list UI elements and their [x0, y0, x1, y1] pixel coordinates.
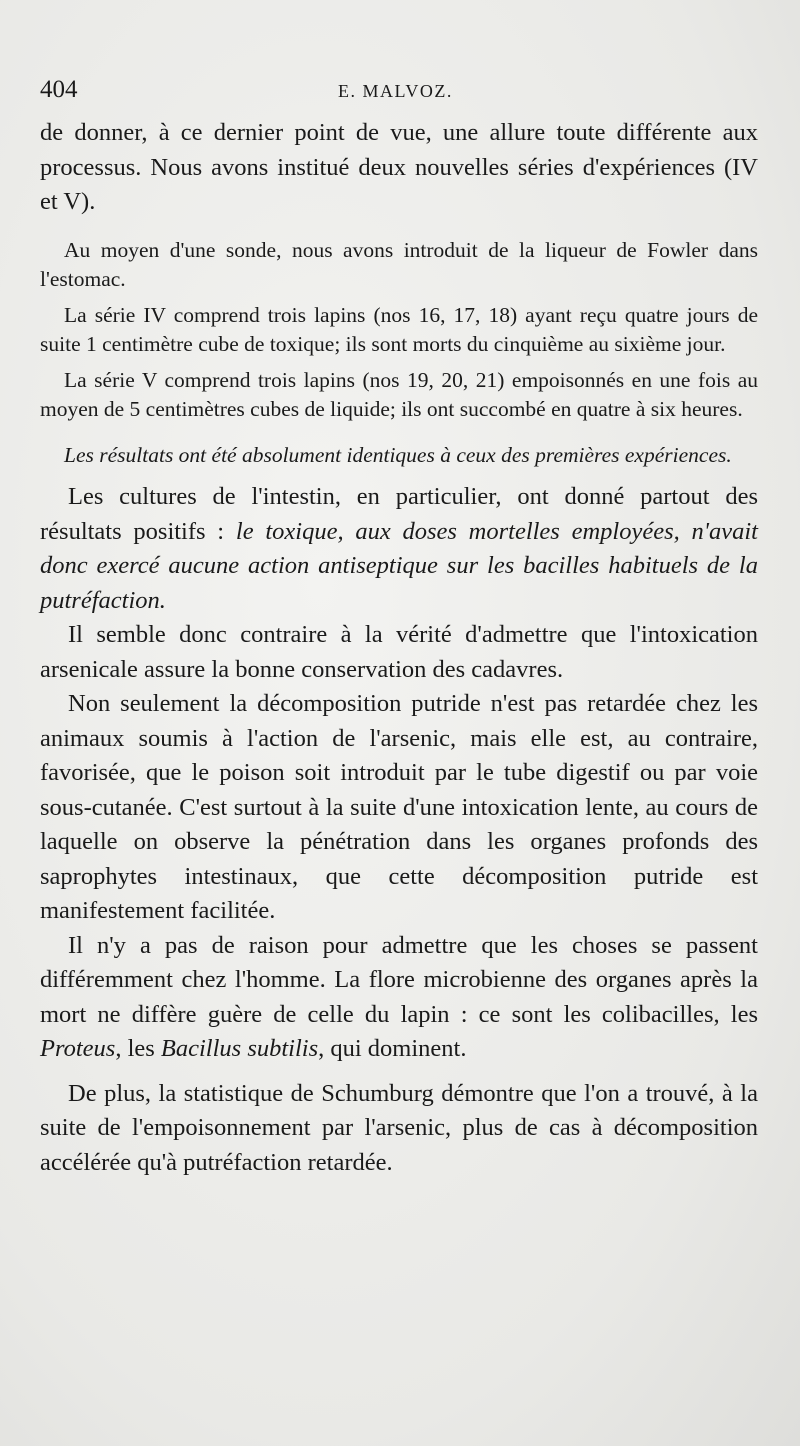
paragraph-intoxication: Il semble donc contraire à la vérité d'admettre que l'intoxication arsenicale assure la bonne conservation des cadavres. — [40, 621, 758, 683]
italic-segment: le toxique, aux doses mortelles employées, n'avait donc exercé aucune action antiseptique sur les bacilles habituels de la putréfaction. — [40, 517, 758, 614]
text-segment: , qui dominent. — [318, 1035, 467, 1062]
paragraph-statistics: De plus, la statistique de Schumburg démontre que l'on a trouvé, à la suite de l'empoisonnement par l'arsenic, plus de cas à décomposition accélérée qu'à putréfaction retardée. — [40, 1079, 758, 1176]
text-segment: , les — [115, 1035, 161, 1062]
paragraph-serie-iv: La série IV comprend trois lapins (nos 16, 17, 18) ayant reçu quatre jours de suite 1 centimètre cube de toxique; ils sont morts du cinquième au sixième jour. — [40, 302, 758, 356]
paragraph-human — [40, 929, 758, 1067]
paragraph-decomposition: Non seulement la décomposition putride n'est pas retardée chez les animaux soumis à l'action de l'arsenic, mais elle est, au contraire, favorisée, que le poison soit introduit par le tube digestif ou par voie sous-cutanée. C'est surtout à la suite d'une intoxication lente, au cours de laquelle on observe la pénétration dans les organes profonds des saprophytes intestinaux, que cette décomposition putride est manifestement facilitée. — [40, 690, 758, 924]
body-text — [40, 116, 758, 1180]
italic-segment: Bacillus subtilis — [160, 1035, 319, 1062]
paragraph-sonde: Au moyen d'une sonde, nous avons introduit de la liqueur de Fowler dans l'estomac. — [40, 237, 758, 291]
paragraph-serie-v: La série V comprend trois lapins (nos 19, 20, 21) empoisonnés en une fois au moyen de 5 centimètres cubes de liquide; ils ont succombé en quatre à six heures. — [40, 367, 758, 421]
page-number: 404 — [40, 76, 78, 103]
paragraph-continuation: de donner, à ce dernier point de vue, une allure toute différente aux processus. Nous avons institué deux nouvelles séries d'expériences (IV et V). — [40, 119, 758, 215]
running-head: E. MALVOZ. — [338, 81, 453, 101]
paragraph-results-identical: Les résultats ont été absolument identiques à ceux des premières expériences. — [64, 442, 732, 467]
page-header — [40, 76, 740, 106]
paragraph-intestine-cultures — [40, 480, 758, 618]
text-segment: Les cultures de l'intestin, en particulier, ont donné partout des résultats positifs : — [40, 483, 758, 545]
italic-segment: Proteus — [40, 1035, 116, 1062]
text-segment: Il n'y a pas de raison pour admettre que les choses se passent différemment chez l'homme. La flore microbienne des organes après la mort ne diffère guère de celle du lapin : ce sont les colibacilles, les — [40, 931, 758, 1028]
